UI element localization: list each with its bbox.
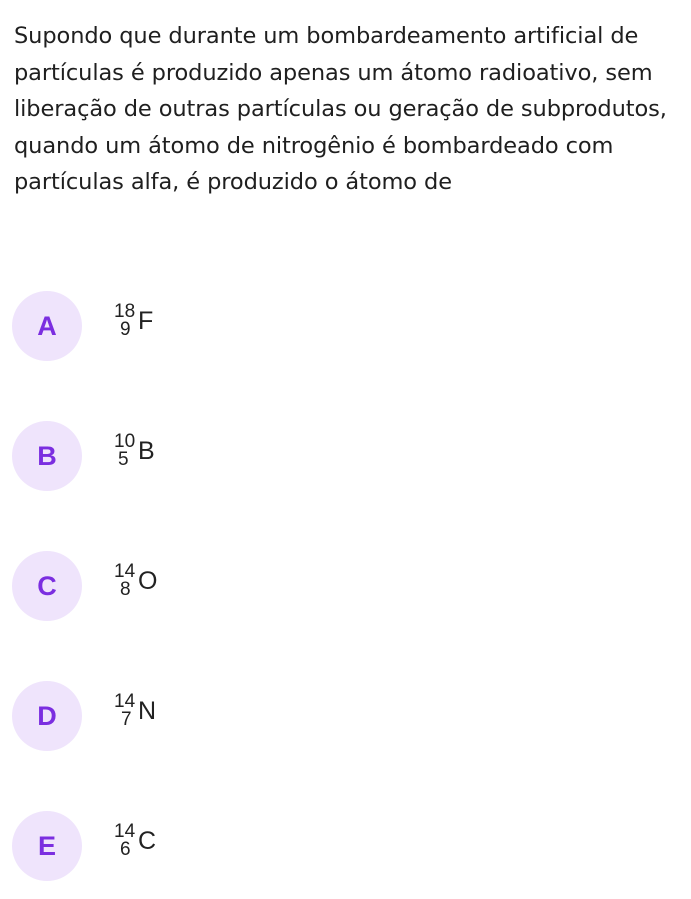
mass-number: 18 <box>114 301 136 322</box>
atomic-number: 5 <box>118 449 129 470</box>
nuclide-notation <box>114 296 194 356</box>
mass-number: 14 <box>114 561 136 582</box>
atomic-number: 7 <box>121 709 132 730</box>
mass-number: 10 <box>114 431 136 452</box>
option-letter-badge: E <box>12 811 82 881</box>
nuclide-notation <box>114 686 194 746</box>
option-d[interactable] <box>12 679 672 753</box>
option-letter-badge: B <box>12 421 82 491</box>
question-text: Supondo que durante um bombardeamento artificial de partículas é produzido apenas um átomo radioativo, sem liberação de outras partículas ou geração de subprodutos, quando um átomo de nitrogênio é bombardeado com partículas alfa, é produzido o átomo de <box>14 23 667 195</box>
element-symbol: C <box>138 827 157 855</box>
mass-number: 14 <box>114 691 136 712</box>
option-b[interactable] <box>12 419 672 493</box>
option-letter-badge: A <box>12 291 82 361</box>
nuclide-notation <box>114 556 194 616</box>
option-e[interactable] <box>12 809 672 883</box>
atomic-number: 8 <box>120 579 131 600</box>
atomic-number: 9 <box>120 319 131 340</box>
nuclide-notation <box>114 426 194 486</box>
option-letter-badge: D <box>12 681 82 751</box>
option-a[interactable] <box>12 289 672 363</box>
element-symbol: B <box>138 437 155 465</box>
element-symbol: N <box>138 697 157 725</box>
option-letter-badge: C <box>12 551 82 621</box>
atomic-number: 6 <box>120 839 131 860</box>
option-c[interactable] <box>12 549 672 623</box>
element-symbol: F <box>138 307 154 335</box>
element-symbol: O <box>138 567 158 595</box>
nuclide-notation <box>114 816 194 876</box>
mass-number: 14 <box>114 821 136 842</box>
